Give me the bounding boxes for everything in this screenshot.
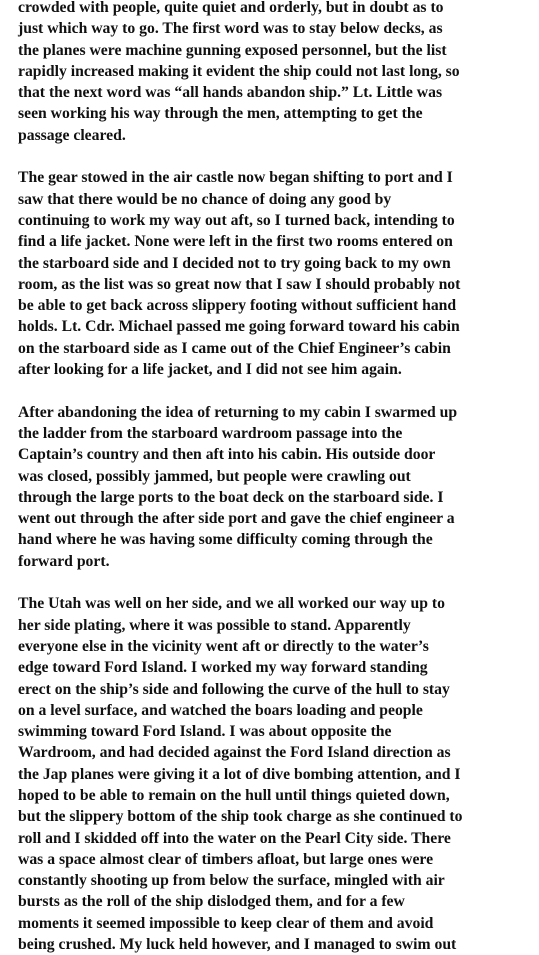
text-line: was closed, possibly jammed, but people were crawling out (18, 467, 411, 485)
text-line: The Utah was well on her side, and we all worked our way up to (18, 595, 445, 613)
text-line: the ladder from the starboard wardroom passage into the (18, 424, 403, 442)
text-line: moments it seemed impossible to keep clear of them and avoid (18, 914, 434, 932)
text-line: the starboard side and I decided not to try going back to my own (18, 254, 451, 272)
text-line: went out through the after side port and gave the chief engineer a (18, 510, 455, 528)
text-line: through the large ports to the boat deck on the starboard side. I (18, 488, 444, 506)
text-line: crowded with people, quite quiet and orderly, but in doubt as to (18, 0, 444, 16)
text-line: saw that there would be no chance of doing any good by (18, 190, 392, 208)
text-line: just which way to go. The first word was to stay below decks, as (18, 20, 443, 38)
text-line: erect on the ship’s side and following the curve of the hull to stay (18, 680, 450, 698)
text-line: passage cleared. (18, 126, 126, 144)
text-line: holds. Lt. Cdr. Michael passed me going forward toward his cabin (18, 318, 460, 336)
text-line: the planes were machine gunning exposed personnel, but the list (18, 41, 447, 59)
text-line: be able to get back across slippery footing without sufficient hand (18, 297, 457, 315)
text-line: her side plating, where it was possible to stand. Apparently (18, 616, 411, 634)
text-line: hand where he was having some difficulty coming through the (18, 531, 433, 549)
text-line: bursts as the roll of the ship dislodged them, and for a few (18, 893, 405, 911)
text-line: forward port. (18, 552, 110, 570)
text-line: being crushed. My luck held however, and I managed to swim out (18, 936, 457, 954)
text-line: on the starboard side as I came out of the Chief Engineer’s cabin (18, 339, 451, 357)
text-line: that the next word was “all hands abandon ship.” Lt. Little was (18, 84, 443, 102)
text-line: after looking for a life jacket, and I did not see him again. (18, 361, 402, 379)
text-line: swimming toward Ford Island. I was about opposite the (18, 723, 392, 741)
text-line: but the slippery bottom of the ship took charge as she continued to (18, 808, 463, 826)
text-line: seen working his way through the men, attempting to get the (18, 105, 423, 123)
paragraph-1 (18, 0, 533, 146)
text-line: was a space almost clear of timbers afloat, but large ones were (18, 850, 434, 868)
text-line: constantly shooting up from below the surface, mingled with air (18, 872, 445, 890)
paragraph-4 (18, 593, 533, 955)
text-line: find a life jacket. None were left in the first two rooms entered on (18, 233, 453, 251)
text-line: the Jap planes were giving it a lot of dive bombing attention, and I (18, 765, 461, 783)
paragraph-3 (18, 402, 533, 572)
text-line: Captain’s country and then aft into his cabin. His outside door (18, 446, 436, 464)
text-line: After abandoning the idea of returning to my cabin I swarmed up (18, 403, 458, 421)
paragraph-2 (18, 167, 533, 380)
text-line: continuing to work my way out aft, so I turned back, intending to (18, 211, 455, 229)
text-line: room, as the list was so great now that I saw I should probably not (18, 275, 461, 293)
text-line: on a level surface, and watched the boars loading and people (18, 701, 423, 719)
text-line: Wardroom, and had decided against the Ford Island direction as (18, 744, 451, 762)
text-line: The gear stowed in the air castle now began shifting to port and I (18, 169, 453, 187)
text-line: edge toward Ford Island. I worked my way forward standing (18, 659, 428, 677)
text-line: hoped to be able to remain on the hull until things quieted down, (18, 786, 450, 804)
text-line: everyone else in the vicinity went aft or directly to the water’s (18, 637, 429, 655)
text-line: rapidly increased making it evident the ship could not last long, so (18, 62, 460, 80)
text-line: roll and I skidded off into the water on the Pearl City side. There (18, 829, 451, 847)
